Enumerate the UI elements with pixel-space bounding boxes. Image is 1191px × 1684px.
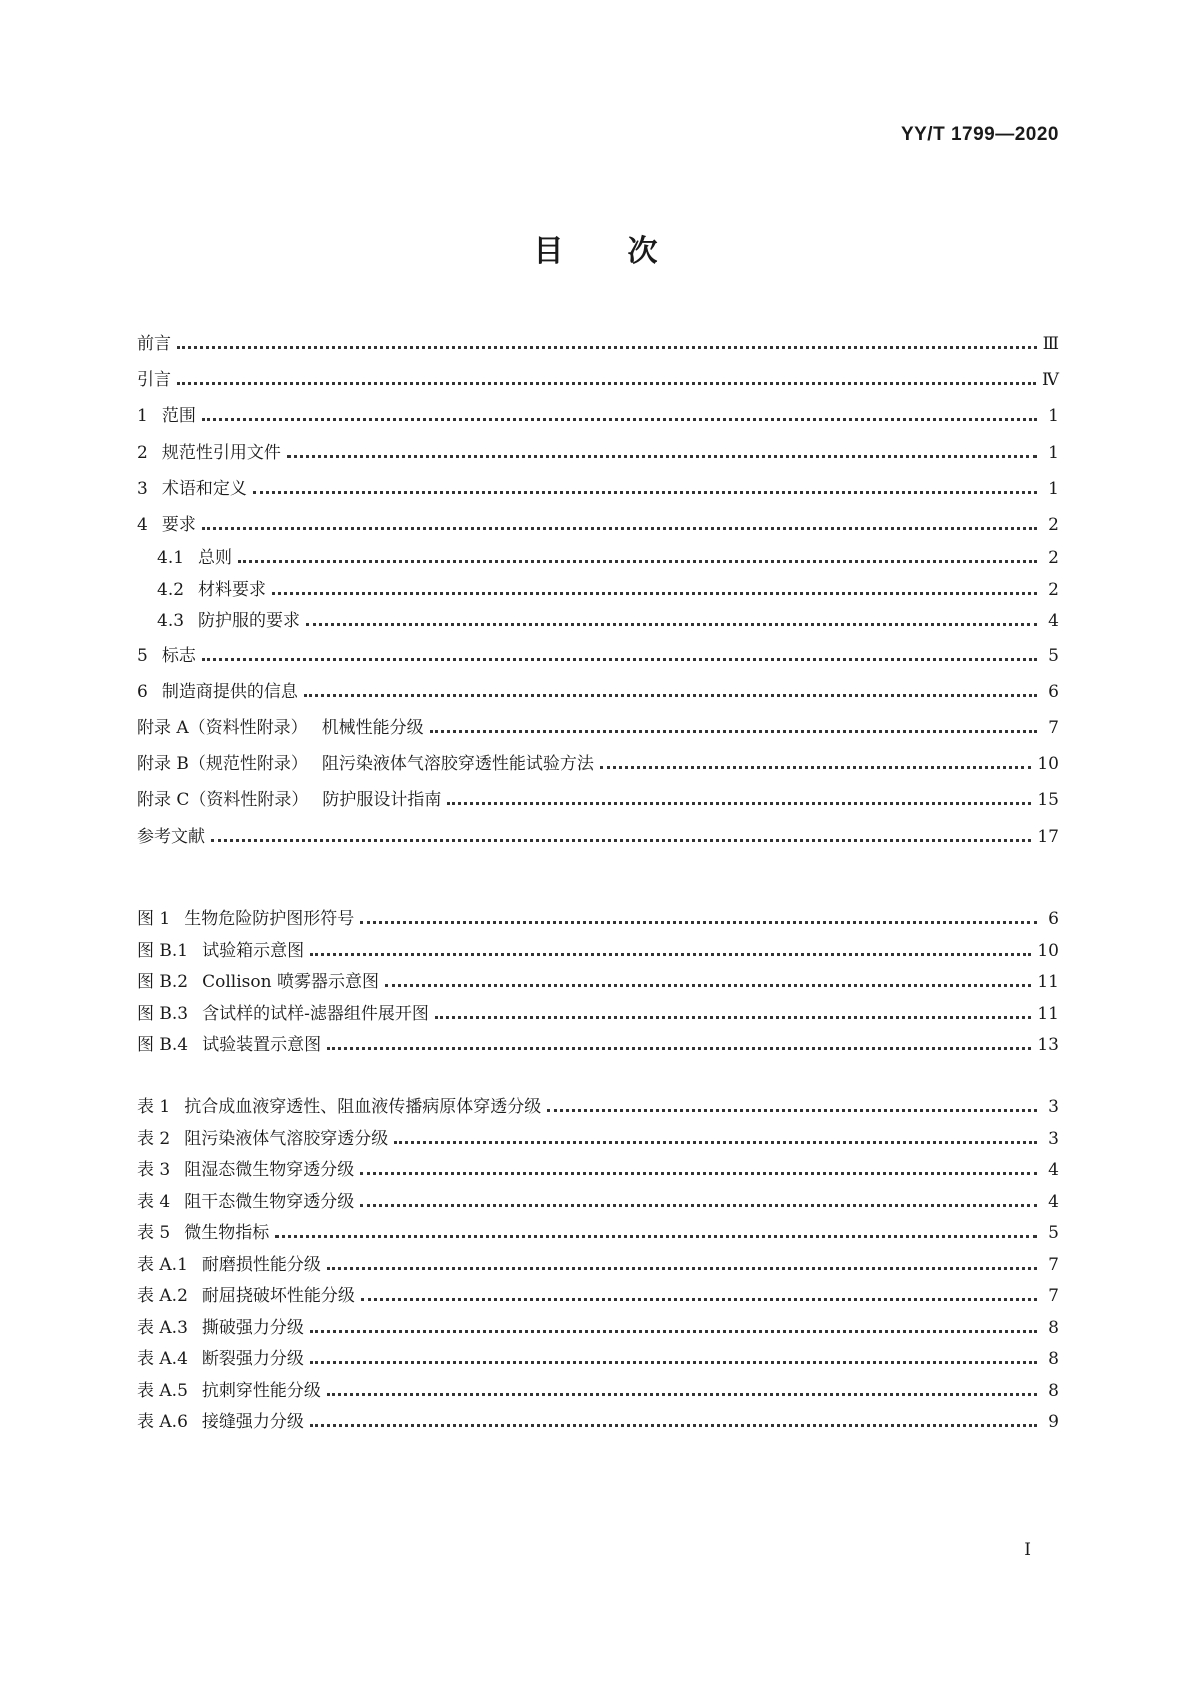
dot-leader <box>327 1255 1037 1270</box>
entry-label: 阻污染液体气溶胶穿透性能试验方法 <box>321 754 594 775</box>
entry-label: 接缝强力分级 <box>201 1412 304 1432</box>
table-entry[interactable] <box>137 1092 1059 1124</box>
toc-entry[interactable] <box>137 362 1059 398</box>
entry-title <box>137 471 253 507</box>
entry-number: 6 <box>137 681 148 702</box>
entry-page-number: 9 <box>1048 1412 1059 1432</box>
toc-entry[interactable] <box>137 507 1059 543</box>
entry-label: 引言 <box>137 370 171 391</box>
entry-number: 表 1 <box>137 1097 171 1117</box>
entry-title <box>137 782 447 818</box>
entry-label: 规范性引用文件 <box>161 442 281 463</box>
dot-leader <box>447 790 1031 805</box>
entry-label: 含试样的试样-滤器组件展开图 <box>202 1003 429 1024</box>
entry-number: 5 <box>137 645 148 666</box>
toc-entry[interactable] <box>137 782 1059 818</box>
entry-label: 制造商提供的信息 <box>161 681 298 702</box>
dot-leader <box>177 370 1036 385</box>
entry-label: 耐屈挠破坏性能分级 <box>201 1286 355 1306</box>
entry-label: 试验箱示意图 <box>202 940 305 961</box>
table-entry[interactable] <box>137 1313 1059 1345</box>
table-entry[interactable] <box>137 1155 1059 1187</box>
dot-leader <box>600 754 1031 769</box>
entry-page-number: 7 <box>1048 1286 1059 1306</box>
entry-page-number: 1 <box>1048 442 1059 463</box>
entry-title <box>137 1344 310 1376</box>
entry-page-number: 8 <box>1048 1349 1059 1369</box>
entry-label: 要求 <box>161 514 196 535</box>
entry-label: 参考文献 <box>137 826 205 847</box>
entry-label: 阻湿态微生物穿透分级 <box>184 1160 355 1180</box>
table-entry[interactable] <box>137 1218 1059 1250</box>
table-entry[interactable] <box>137 1344 1059 1376</box>
entry-label: 前言 <box>137 334 171 354</box>
toc-entry[interactable] <box>137 326 1059 362</box>
entry-number: 图 B.4 <box>137 1035 189 1055</box>
entry-page-number: Ⅲ <box>1042 334 1059 354</box>
entry-title <box>157 606 306 638</box>
entry-label: 标志 <box>161 645 196 666</box>
dot-leader <box>430 718 1037 733</box>
entry-label: 术语和定义 <box>161 478 247 499</box>
toc-entry[interactable] <box>137 435 1059 471</box>
entry-title <box>137 362 177 398</box>
entry-page-number: 7 <box>1048 1254 1059 1275</box>
figure-entry[interactable] <box>137 967 1059 999</box>
toc-entry[interactable] <box>137 543 1059 575</box>
standard-code: YY/T 1799—2020 <box>900 124 1059 145</box>
entry-number: 4.3 <box>157 611 185 632</box>
entry-title <box>137 435 287 471</box>
entry-label: 范围 <box>161 406 196 427</box>
table-entry[interactable] <box>137 1407 1059 1439</box>
entry-title <box>137 1281 361 1313</box>
dot-leader <box>310 1412 1037 1427</box>
entry-number: 表 A.4 <box>137 1349 188 1369</box>
dot-leader <box>202 406 1037 421</box>
entry-page-number: 3 <box>1048 1128 1059 1149</box>
entry-label: 材料要求 <box>198 579 267 600</box>
entry-title <box>137 398 202 434</box>
entry-title <box>157 543 238 575</box>
dot-leader <box>310 1318 1037 1333</box>
dot-leader <box>435 1004 1031 1019</box>
entry-title <box>137 1250 327 1282</box>
entry-page-number: 6 <box>1048 681 1059 702</box>
dot-leader <box>238 548 1037 563</box>
entry-label: 试验装置示意图 <box>202 1035 322 1055</box>
entry-title <box>137 999 435 1031</box>
dot-leader <box>360 1192 1037 1207</box>
entry-number: 4 <box>137 514 148 535</box>
entry-title <box>137 746 600 782</box>
entry-title <box>137 326 177 362</box>
toc-entry[interactable] <box>137 606 1059 638</box>
dot-leader <box>253 479 1037 494</box>
entry-page-number: 10 <box>1037 940 1059 961</box>
dot-leader <box>310 1349 1037 1364</box>
dot-leader <box>394 1129 1037 1144</box>
dot-leader <box>211 827 1031 842</box>
entry-page-number: 3 <box>1048 1097 1059 1117</box>
entry-label: 生物危险防护图形符号 <box>184 909 355 929</box>
figure-entry[interactable] <box>137 936 1059 968</box>
entry-number: 表 A.6 <box>137 1412 188 1432</box>
dot-leader <box>310 941 1031 956</box>
entry-page-number: 4 <box>1048 1160 1059 1180</box>
table-of-contents <box>137 326 1059 855</box>
list-of-tables <box>137 1092 1059 1439</box>
table-entry[interactable] <box>137 1124 1059 1156</box>
entry-number: 表 A.3 <box>137 1317 188 1338</box>
entry-page-number: 13 <box>1037 1035 1059 1055</box>
entry-page-number: 7 <box>1048 718 1059 738</box>
dot-leader <box>287 443 1037 458</box>
dot-leader <box>361 1286 1037 1301</box>
entry-title <box>137 967 385 999</box>
entry-number: 附录 A（资料性附录） <box>137 718 308 738</box>
entry-title <box>137 710 430 746</box>
entry-page-number: 1 <box>1048 406 1059 427</box>
entry-title <box>137 1124 394 1156</box>
entry-title <box>137 507 202 543</box>
entry-label: Collison 喷雾器示意图 <box>202 972 379 992</box>
figure-entry[interactable] <box>137 999 1059 1031</box>
entry-page-number: 2 <box>1048 548 1059 569</box>
entry-number: 图 B.3 <box>137 1003 189 1024</box>
entry-label: 撕破强力分级 <box>201 1317 304 1338</box>
entry-label: 防护服的要求 <box>198 611 301 632</box>
entry-title <box>137 1030 327 1062</box>
figure-entry[interactable] <box>137 904 1059 936</box>
entry-title <box>137 1376 327 1408</box>
dot-leader <box>272 580 1037 595</box>
entry-number: 图 B.1 <box>137 940 189 961</box>
entry-number: 1 <box>137 406 148 427</box>
toc-entry[interactable] <box>137 575 1059 607</box>
page-number: I <box>1024 1540 1031 1560</box>
entry-number: 表 2 <box>137 1128 171 1149</box>
dot-leader <box>547 1097 1037 1112</box>
entry-page-number: 2 <box>1048 514 1059 535</box>
entry-page-number: 1 <box>1048 478 1059 499</box>
figure-entry[interactable] <box>137 1030 1059 1062</box>
entry-label: 耐磨损性能分级 <box>201 1254 321 1275</box>
toc-entry[interactable] <box>137 398 1059 434</box>
entry-label: 微生物指标 <box>184 1223 270 1243</box>
toc-entry[interactable] <box>137 710 1059 746</box>
entry-title <box>137 674 304 710</box>
dot-leader <box>327 1381 1037 1396</box>
entry-label: 阻污染液体气溶胶穿透分级 <box>184 1128 389 1149</box>
entry-label: 总则 <box>198 548 233 569</box>
dot-leader <box>360 1160 1037 1175</box>
table-entry[interactable] <box>137 1250 1059 1282</box>
entry-title <box>137 1155 360 1187</box>
entry-title <box>137 1313 310 1345</box>
toc-entry[interactable] <box>137 674 1059 710</box>
entry-page-number: 17 <box>1037 826 1059 847</box>
entry-page-number: Ⅳ <box>1042 370 1059 391</box>
list-of-figures <box>137 904 1059 1062</box>
entry-number: 表 A.1 <box>137 1254 188 1275</box>
entry-page-number: 5 <box>1048 1223 1059 1243</box>
toc-entry[interactable] <box>137 746 1059 782</box>
entry-number: 附录 B（规范性附录） <box>137 754 308 775</box>
table-entry[interactable] <box>137 1187 1059 1219</box>
entry-page-number: 4 <box>1048 1191 1059 1212</box>
entry-page-number: 8 <box>1048 1380 1059 1401</box>
entry-number: 4.2 <box>157 579 185 600</box>
entry-title <box>137 638 202 674</box>
entry-page-number: 2 <box>1048 579 1059 600</box>
entry-label: 抗刺穿性能分级 <box>201 1380 321 1401</box>
entry-label: 抗合成血液穿透性、阻血液传播病原体穿透分级 <box>184 1097 542 1117</box>
entry-page-number: 11 <box>1037 972 1059 992</box>
page-title: 目次 <box>533 234 722 269</box>
toc-entry[interactable] <box>137 471 1059 507</box>
table-entry[interactable] <box>137 1376 1059 1408</box>
entry-page-number: 11 <box>1037 1003 1059 1024</box>
dot-leader <box>306 611 1037 626</box>
entry-label: 防护服设计指南 <box>322 790 442 811</box>
entry-page-number: 6 <box>1048 909 1059 929</box>
entry-title <box>137 1218 275 1250</box>
toc-entry[interactable] <box>137 638 1059 674</box>
table-entry[interactable] <box>137 1281 1059 1313</box>
entry-title <box>137 1187 360 1219</box>
dot-leader <box>304 682 1037 697</box>
entry-label: 阻干态微生物穿透分级 <box>184 1191 355 1212</box>
entry-number: 4.1 <box>157 548 185 569</box>
entry-page-number: 8 <box>1048 1317 1059 1338</box>
entry-title <box>137 1092 547 1124</box>
dot-leader <box>327 1035 1031 1050</box>
entry-page-number: 5 <box>1048 645 1059 666</box>
entry-page-number: 10 <box>1037 754 1059 775</box>
dot-leader <box>360 909 1037 924</box>
entry-number: 2 <box>137 442 148 463</box>
toc-entry[interactable] <box>137 819 1059 855</box>
entry-number: 表 A.2 <box>137 1286 188 1306</box>
entry-label: 机械性能分级 <box>321 718 424 738</box>
dot-leader <box>202 515 1037 530</box>
entry-number: 图 1 <box>137 909 171 929</box>
entry-number: 表 5 <box>137 1223 171 1243</box>
entry-page-number: 15 <box>1037 790 1059 811</box>
entry-title <box>137 819 211 855</box>
dot-leader <box>385 972 1031 987</box>
entry-number: 表 A.5 <box>137 1380 188 1401</box>
entry-number: 表 4 <box>137 1191 171 1212</box>
dot-leader <box>275 1223 1037 1238</box>
entry-title <box>157 575 272 607</box>
entry-number: 图 B.2 <box>137 972 189 992</box>
entry-number: 3 <box>137 478 148 499</box>
entry-title <box>137 904 360 936</box>
entry-page-number: 4 <box>1048 611 1059 632</box>
entry-title <box>137 1407 310 1439</box>
dot-leader <box>177 334 1037 349</box>
entry-number: 附录 C（资料性附录） <box>137 790 309 811</box>
entry-label: 断裂强力分级 <box>201 1349 304 1369</box>
dot-leader <box>202 646 1037 661</box>
entry-title <box>137 936 310 968</box>
entry-number: 表 3 <box>137 1160 171 1180</box>
